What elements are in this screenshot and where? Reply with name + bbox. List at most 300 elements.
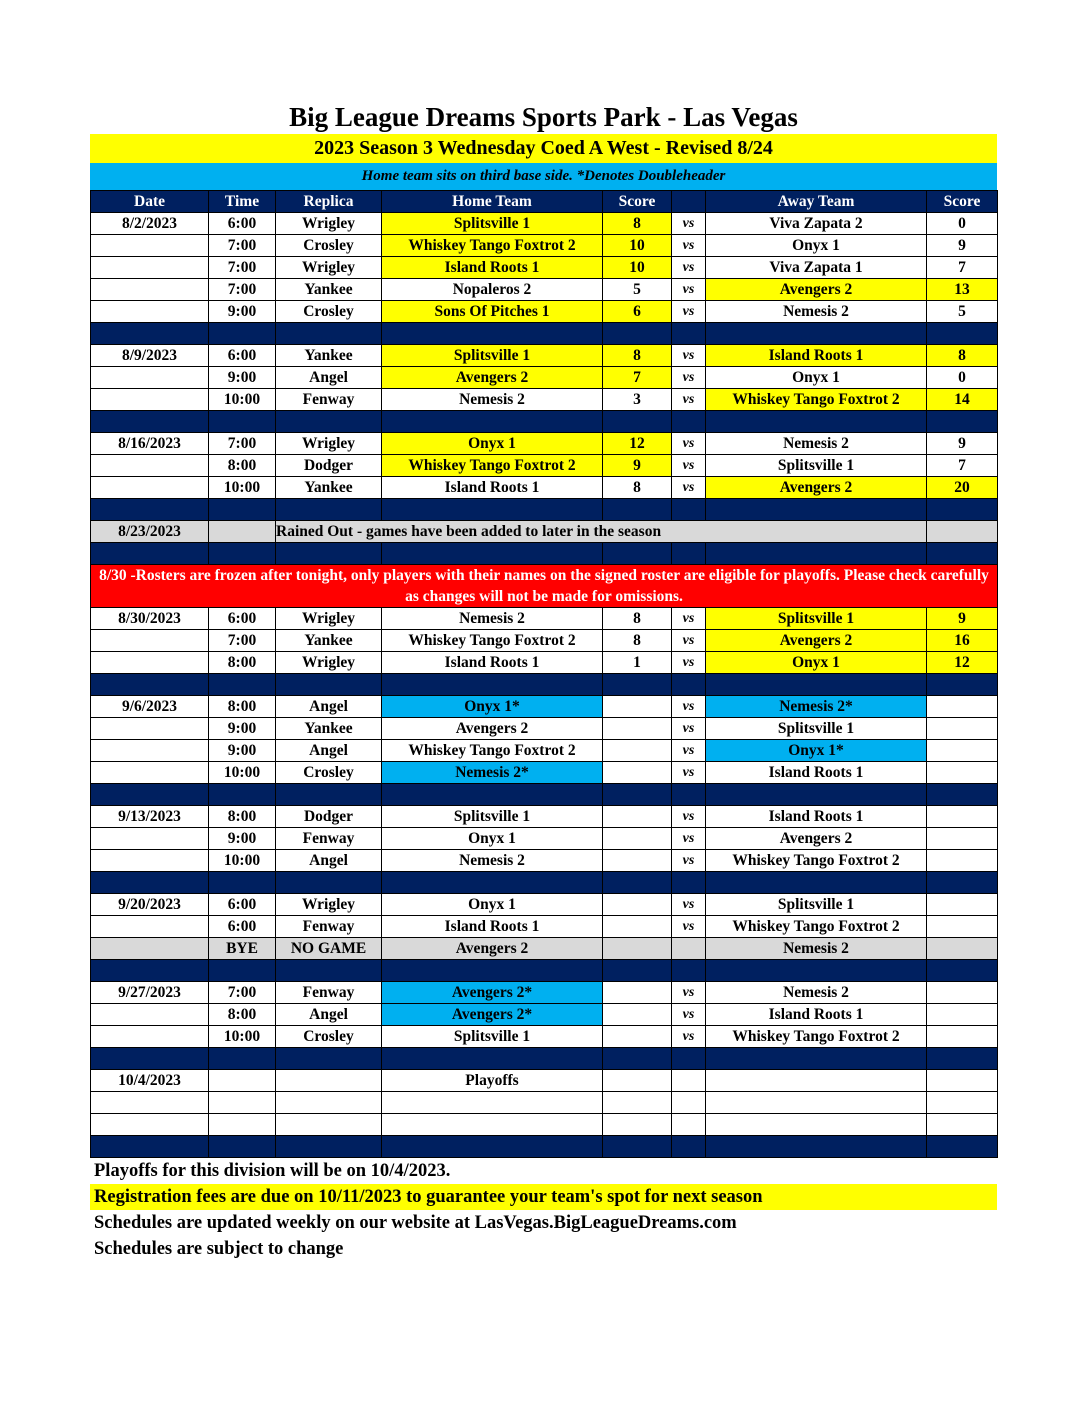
header-date: Date xyxy=(91,191,209,213)
away-team-cell: Splitsville 1 xyxy=(706,718,927,740)
separator-cell xyxy=(382,323,603,345)
game-row xyxy=(91,1004,998,1026)
game-row xyxy=(91,257,998,279)
game-row xyxy=(91,916,998,938)
footer-line: Registration fees are due on 10/11/2023 to guarantee your team's spot for next season xyxy=(90,1184,997,1210)
home-team-cell: Nopaleros 2 xyxy=(382,279,603,301)
away-team-cell: Whiskey Tango Foxtrot 2 xyxy=(706,916,927,938)
vs-cell: vs xyxy=(672,652,706,674)
footer-line: Schedules are updated weekly on our website at LasVegas.BigLeagueDreams.com xyxy=(94,1213,737,1233)
home-score-cell: 10 xyxy=(603,257,672,279)
home-score-cell xyxy=(603,828,672,850)
game-row xyxy=(91,301,998,323)
time-cell: 9:00 xyxy=(209,828,276,850)
separator-cell xyxy=(91,872,209,894)
away-score-cell xyxy=(927,1114,998,1136)
date-cell xyxy=(91,1092,209,1114)
replica-field-cell xyxy=(276,1070,382,1092)
separator-cell xyxy=(706,499,927,521)
week-separator-row xyxy=(91,784,998,806)
away-score-cell xyxy=(927,916,998,938)
replica-field-cell: Wrigley xyxy=(276,894,382,916)
separator-cell xyxy=(603,1048,672,1070)
home-team-cell: Avengers 2 xyxy=(382,938,603,960)
home-team-cell: Island Roots 1 xyxy=(382,257,603,279)
away-score-cell: 8 xyxy=(927,345,998,367)
separator-cell xyxy=(209,1136,276,1158)
vs-cell: vs xyxy=(672,762,706,784)
separator-cell xyxy=(672,1136,706,1158)
away-score-cell xyxy=(927,1070,998,1092)
replica-field-cell: Fenway xyxy=(276,389,382,411)
separator-cell xyxy=(276,960,382,982)
date-cell xyxy=(91,850,209,872)
header-home-team: Home Team xyxy=(382,191,603,213)
time-cell: 7:00 xyxy=(209,279,276,301)
vs-cell: vs xyxy=(672,433,706,455)
separator-cell xyxy=(603,499,672,521)
time-cell: 6:00 xyxy=(209,894,276,916)
away-score-cell: 20 xyxy=(927,477,998,499)
replica-field-cell: Yankee xyxy=(276,345,382,367)
separator-cell xyxy=(91,411,209,433)
separator-cell xyxy=(209,960,276,982)
away-score-cell: 9 xyxy=(927,433,998,455)
away-team-cell: Whiskey Tango Foxtrot 2 xyxy=(706,389,927,411)
time-cell: 10:00 xyxy=(209,477,276,499)
home-team-cell: Sons Of Pitches 1 xyxy=(382,301,603,323)
separator-cell xyxy=(603,872,672,894)
header-away-team: Away Team xyxy=(706,191,927,213)
vs-cell: vs xyxy=(672,367,706,389)
home-score-cell: 6 xyxy=(603,301,672,323)
date-cell xyxy=(91,279,209,301)
away-score-cell xyxy=(927,696,998,718)
vs-cell: vs xyxy=(672,1004,706,1026)
home-score-cell: 8 xyxy=(603,608,672,630)
date-cell xyxy=(91,740,209,762)
game-row xyxy=(91,894,998,916)
game-row xyxy=(91,367,998,389)
replica-field-cell: Angel xyxy=(276,740,382,762)
home-score-cell xyxy=(603,916,672,938)
separator-cell xyxy=(706,543,927,565)
game-row xyxy=(91,630,998,652)
vs-cell: vs xyxy=(672,916,706,938)
roster-freeze-alert-row xyxy=(91,565,998,608)
time-cell: 8:00 xyxy=(209,652,276,674)
replica-field-cell: Crosley xyxy=(276,762,382,784)
separator-cell xyxy=(382,960,603,982)
home-score-cell xyxy=(603,718,672,740)
time-cell: 8:00 xyxy=(209,1004,276,1026)
home-team-cell: Playoffs xyxy=(382,1070,603,1092)
separator-cell xyxy=(91,960,209,982)
away-team-cell: Island Roots 1 xyxy=(706,762,927,784)
time-cell: 10:00 xyxy=(209,389,276,411)
away-team-cell: Whiskey Tango Foxtrot 2 xyxy=(706,850,927,872)
date-cell: 10/4/2023 xyxy=(91,1070,209,1092)
vs-cell: vs xyxy=(672,257,706,279)
home-team-cell: Nemesis 2 xyxy=(382,850,603,872)
away-score-cell xyxy=(927,762,998,784)
away-team-cell: Island Roots 1 xyxy=(706,345,927,367)
separator-cell xyxy=(209,674,276,696)
away-team-cell: Whiskey Tango Foxtrot 2 xyxy=(706,1026,927,1048)
home-score-cell: 8 xyxy=(603,477,672,499)
replica-field-cell: Angel xyxy=(276,696,382,718)
game-row xyxy=(91,850,998,872)
vs-cell: vs xyxy=(672,806,706,828)
week-separator-row xyxy=(91,872,998,894)
header-home-score: Score xyxy=(603,191,672,213)
separator-cell xyxy=(91,1136,209,1158)
home-team-cell: Onyx 1 xyxy=(382,828,603,850)
date-cell xyxy=(91,389,209,411)
separator-cell xyxy=(209,1048,276,1070)
away-score-cell: 0 xyxy=(927,367,998,389)
schedule-sheet xyxy=(90,100,997,1158)
vs-cell: vs xyxy=(672,345,706,367)
separator-cell xyxy=(672,872,706,894)
game-row xyxy=(91,1026,998,1048)
away-team-cell: Avengers 2 xyxy=(706,630,927,652)
game-row xyxy=(91,345,998,367)
date-cell xyxy=(91,235,209,257)
time-cell: 8:00 xyxy=(209,696,276,718)
home-score-cell: 1 xyxy=(603,652,672,674)
vs-cell: vs xyxy=(672,696,706,718)
rained-out-row xyxy=(91,521,998,543)
separator-cell xyxy=(276,1048,382,1070)
date-cell xyxy=(91,301,209,323)
away-team-cell: Avengers 2 xyxy=(706,477,927,499)
header-away-score: Score xyxy=(927,191,998,213)
game-row xyxy=(91,740,998,762)
home-score-cell: 3 xyxy=(603,389,672,411)
week-separator-row xyxy=(91,499,998,521)
page-title: Big League Dreams Sports Park - Las Vegas xyxy=(289,102,798,132)
away-team-cell: Nemesis 2 xyxy=(706,938,927,960)
away-team-cell: Nemesis 2 xyxy=(706,301,927,323)
away-team-cell: Island Roots 1 xyxy=(706,1004,927,1026)
separator-cell xyxy=(209,411,276,433)
vs-cell xyxy=(672,1092,706,1114)
date-cell xyxy=(91,630,209,652)
separator-cell xyxy=(706,411,927,433)
vs-cell xyxy=(672,1070,706,1092)
away-team-cell: Splitsville 1 xyxy=(706,608,927,630)
replica-field-cell: Angel xyxy=(276,1004,382,1026)
separator-cell xyxy=(672,543,706,565)
home-team-cell: Whiskey Tango Foxtrot 2 xyxy=(382,455,603,477)
bye-row xyxy=(91,938,998,960)
time-cell: 9:00 xyxy=(209,301,276,323)
game-row xyxy=(91,696,998,718)
game-row xyxy=(91,455,998,477)
separator-cell xyxy=(209,323,276,345)
away-team-cell: Splitsville 1 xyxy=(706,455,927,477)
game-row xyxy=(91,279,998,301)
away-score-cell: 12 xyxy=(927,652,998,674)
vs-cell: vs xyxy=(672,1026,706,1048)
home-score-cell xyxy=(603,894,672,916)
game-row xyxy=(91,1114,998,1136)
home-score-cell: 10 xyxy=(603,235,672,257)
vs-cell: vs xyxy=(672,982,706,1004)
home-score-cell xyxy=(603,938,672,960)
date-cell xyxy=(91,367,209,389)
separator-cell xyxy=(276,784,382,806)
separator-cell xyxy=(382,411,603,433)
time-cell: 6:00 xyxy=(209,345,276,367)
footer-line: Playoffs for this division will be on 10/4/2023. xyxy=(94,1161,451,1181)
game-row xyxy=(91,213,998,235)
away-team-cell: Viva Zapata 1 xyxy=(706,257,927,279)
separator-cell xyxy=(706,1048,927,1070)
date-cell xyxy=(91,938,209,960)
separator-cell xyxy=(927,960,998,982)
time-cell xyxy=(209,1092,276,1114)
home-team-cell: Onyx 1 xyxy=(382,433,603,455)
header-row xyxy=(91,191,998,213)
away-team-cell: Nemesis 2* xyxy=(706,696,927,718)
time-cell: 9:00 xyxy=(209,367,276,389)
home-team-cell xyxy=(382,1114,603,1136)
away-score-cell xyxy=(927,740,998,762)
vs-cell: vs xyxy=(672,301,706,323)
away-team-cell xyxy=(706,1070,927,1092)
time-cell: 7:00 xyxy=(209,235,276,257)
vs-cell: vs xyxy=(672,894,706,916)
vs-cell: vs xyxy=(672,279,706,301)
game-row xyxy=(91,477,998,499)
separator-cell xyxy=(706,1136,927,1158)
separator-cell xyxy=(276,411,382,433)
home-team-cell: Avengers 2 xyxy=(382,367,603,389)
separator-cell xyxy=(91,543,209,565)
home-score-cell: 8 xyxy=(603,630,672,652)
home-team-cell: Onyx 1* xyxy=(382,696,603,718)
week-separator-row xyxy=(91,323,998,345)
vs-cell: vs xyxy=(672,828,706,850)
separator-cell xyxy=(603,784,672,806)
separator-cell xyxy=(382,674,603,696)
date-cell xyxy=(91,828,209,850)
away-team-cell: Nemesis 2 xyxy=(706,982,927,1004)
game-row xyxy=(91,828,998,850)
game-row xyxy=(91,1070,998,1092)
separator-cell xyxy=(672,323,706,345)
home-team-cell: Splitsville 1 xyxy=(382,1026,603,1048)
replica-field-cell: Wrigley xyxy=(276,433,382,455)
home-score-cell xyxy=(603,1004,672,1026)
date-cell xyxy=(91,1004,209,1026)
away-team-cell: Avengers 2 xyxy=(706,279,927,301)
home-score-cell: 8 xyxy=(603,345,672,367)
separator-cell xyxy=(276,674,382,696)
header-replica: Replica xyxy=(276,191,382,213)
game-row xyxy=(91,982,998,1004)
away-score-cell xyxy=(927,938,998,960)
vs-cell xyxy=(672,1114,706,1136)
time-cell: 7:00 xyxy=(209,257,276,279)
date-cell xyxy=(91,477,209,499)
home-team-cell: Splitsville 1 xyxy=(382,345,603,367)
away-team-cell: Onyx 1 xyxy=(706,367,927,389)
replica-field-cell: Angel xyxy=(276,850,382,872)
separator-cell xyxy=(603,674,672,696)
separator-cell xyxy=(382,499,603,521)
separator-cell xyxy=(276,323,382,345)
away-score-cell xyxy=(927,1026,998,1048)
home-team-cell: Island Roots 1 xyxy=(382,477,603,499)
date-cell: 8/9/2023 xyxy=(91,345,209,367)
separator-cell xyxy=(672,411,706,433)
away-score-cell xyxy=(927,1004,998,1026)
away-score-cell: 7 xyxy=(927,455,998,477)
separator-cell xyxy=(603,543,672,565)
away-score-cell xyxy=(927,850,998,872)
separator-cell xyxy=(91,499,209,521)
time-cell: 9:00 xyxy=(209,740,276,762)
separator-cell xyxy=(209,543,276,565)
replica-field-cell: Angel xyxy=(276,367,382,389)
schedule-table xyxy=(90,190,998,1158)
separator-cell xyxy=(91,674,209,696)
separator-cell xyxy=(672,1048,706,1070)
schedule-body xyxy=(91,213,998,1158)
date-cell xyxy=(91,257,209,279)
date-cell: 8/16/2023 xyxy=(91,433,209,455)
home-team-cell xyxy=(382,1092,603,1114)
separator-cell xyxy=(382,1048,603,1070)
away-score-cell: 16 xyxy=(927,630,998,652)
home-team-cell: Whiskey Tango Foxtrot 2 xyxy=(382,235,603,257)
home-team-cell: Nemesis 2* xyxy=(382,762,603,784)
home-team-cell: Whiskey Tango Foxtrot 2 xyxy=(382,740,603,762)
replica-field-cell: Crosley xyxy=(276,1026,382,1048)
time-cell: 10:00 xyxy=(209,1026,276,1048)
time-cell xyxy=(209,1114,276,1136)
replica-field-cell: Wrigley xyxy=(276,213,382,235)
date-cell: 8/30/2023 xyxy=(91,608,209,630)
replica-field-cell: Fenway xyxy=(276,982,382,1004)
away-team-cell: Nemesis 2 xyxy=(706,433,927,455)
date-cell xyxy=(91,1026,209,1048)
separator-cell xyxy=(382,784,603,806)
time-cell: 10:00 xyxy=(209,850,276,872)
vs-cell: vs xyxy=(672,718,706,740)
vs-cell: vs xyxy=(672,477,706,499)
page-subtitle: 2023 Season 3 Wednesday Coed A West - Revised 8/24 xyxy=(90,134,997,163)
date-cell: 9/27/2023 xyxy=(91,982,209,1004)
home-team-cell: Avengers 2 xyxy=(382,718,603,740)
separator-cell xyxy=(276,1136,382,1158)
rained-out-message: Rained Out - games have been added to later in the season xyxy=(276,521,927,543)
replica-field-cell: Dodger xyxy=(276,806,382,828)
home-score-cell: 12 xyxy=(603,433,672,455)
away-score-cell: 9 xyxy=(927,608,998,630)
separator-cell xyxy=(927,784,998,806)
home-team-cell: Splitsville 1 xyxy=(382,806,603,828)
home-team-cell: Nemesis 2 xyxy=(382,389,603,411)
time-cell: 10:00 xyxy=(209,762,276,784)
vs-cell: vs xyxy=(672,850,706,872)
home-score-cell xyxy=(603,696,672,718)
game-row xyxy=(91,389,998,411)
date-cell xyxy=(91,1114,209,1136)
home-score-cell xyxy=(603,1092,672,1114)
away-team-cell xyxy=(706,1092,927,1114)
game-row xyxy=(91,718,998,740)
away-team-cell: Onyx 1 xyxy=(706,235,927,257)
away-score-cell xyxy=(927,718,998,740)
home-team-cell: Nemesis 2 xyxy=(382,608,603,630)
home-team-cell: Onyx 1 xyxy=(382,894,603,916)
vs-cell: vs xyxy=(672,630,706,652)
replica-field-cell: NO GAME xyxy=(276,938,382,960)
home-team-cell: Avengers 2* xyxy=(382,982,603,1004)
week-separator-row xyxy=(91,674,998,696)
time-cell: 7:00 xyxy=(209,433,276,455)
date-cell: 8/2/2023 xyxy=(91,213,209,235)
replica-field-cell: Yankee xyxy=(276,630,382,652)
home-team-cell: Island Roots 1 xyxy=(382,916,603,938)
vs-cell: vs xyxy=(672,455,706,477)
time-cell: 8:00 xyxy=(209,455,276,477)
separator-cell xyxy=(382,543,603,565)
separator-cell xyxy=(927,1136,998,1158)
separator-cell xyxy=(927,674,998,696)
vs-cell: vs xyxy=(672,389,706,411)
replica-field-cell: Yankee xyxy=(276,718,382,740)
away-team-cell: Splitsville 1 xyxy=(706,894,927,916)
time-cell: BYE xyxy=(209,938,276,960)
header-time: Time xyxy=(209,191,276,213)
separator-cell xyxy=(706,784,927,806)
game-row xyxy=(91,762,998,784)
separator-cell xyxy=(209,872,276,894)
footer-line: Schedules are subject to change xyxy=(94,1239,344,1259)
away-score-cell: 9 xyxy=(927,235,998,257)
separator-cell xyxy=(927,323,998,345)
date-cell xyxy=(91,652,209,674)
vs-cell: vs xyxy=(672,213,706,235)
home-score-cell xyxy=(603,1114,672,1136)
game-row xyxy=(91,235,998,257)
home-score-cell xyxy=(603,1026,672,1048)
home-score-cell xyxy=(603,740,672,762)
replica-field-cell: Dodger xyxy=(276,455,382,477)
week-separator-row xyxy=(91,411,998,433)
vs-cell xyxy=(672,938,706,960)
separator-cell xyxy=(209,499,276,521)
home-score-cell xyxy=(603,1070,672,1092)
away-score-cell xyxy=(927,521,998,543)
away-score-cell: 14 xyxy=(927,389,998,411)
time-cell: 6:00 xyxy=(209,608,276,630)
date-cell xyxy=(91,762,209,784)
home-score-cell xyxy=(603,982,672,1004)
separator-cell xyxy=(91,323,209,345)
roster-freeze-alert: 8/30 -Rosters are frozen after tonight, only players with their names on the signed roster are eligible for playoffs. Please check carefully as changes will not be made for omissions. xyxy=(91,565,998,608)
away-score-cell: 13 xyxy=(927,279,998,301)
separator-cell xyxy=(672,960,706,982)
home-score-cell xyxy=(603,762,672,784)
date-cell: 9/6/2023 xyxy=(91,696,209,718)
date-cell xyxy=(91,916,209,938)
